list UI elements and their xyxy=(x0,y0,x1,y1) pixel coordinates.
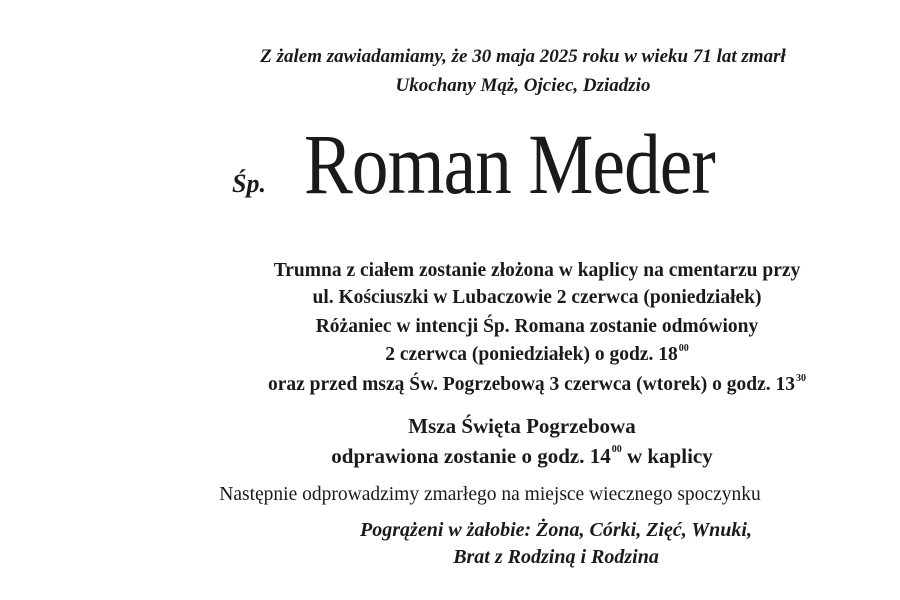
details-line-4 xyxy=(385,345,688,365)
mourners-line-1: Pogrążeni w żałobie: Żona, Córki, Zięć, Wnuki, xyxy=(360,519,752,541)
details-line-4-superscript: 00 xyxy=(678,343,689,354)
mass-time-line xyxy=(331,446,712,467)
details-line-5-superscript: 30 xyxy=(796,373,807,384)
mourners-line-2: Brat z Rodziną i Rodzina xyxy=(453,546,659,568)
closing-line: Następnie odprowadzimy zmarłego na miejsce wiecznego spoczynku xyxy=(219,484,761,505)
details-line-3: Różaniec w intencji Śp. Romana zostanie odmówiony xyxy=(315,316,759,337)
details-line-5 xyxy=(268,375,806,395)
details-line-4-text: 2 czerwca (poniedziałek) o godz. 18 xyxy=(385,344,678,365)
mass-time-superscript: 00 xyxy=(611,444,622,455)
announcement-line-2: Ukochany Mąż, Ojciec, Dziadzio xyxy=(395,75,651,96)
mass-time-text: odprawiona zostanie o godz. 14 xyxy=(331,444,611,468)
mass-location-text: w kaplicy xyxy=(621,444,713,468)
deceased-name: Roman Meder xyxy=(304,116,715,212)
details-line-5-text: oraz przed mszą Św. Pogrzebową 3 czerwca (wtorek) o godz. 13 xyxy=(267,374,796,395)
mass-title: Msza Święta Pogrzebowa xyxy=(408,414,636,438)
announcement-line-1: Z żalem zawiadamiamy, że 30 maja 2025 roku w wieku 71 lat zmarł xyxy=(260,46,786,67)
details-line-1: Trumna z ciałem zostanie złożona w kaplicy na cmentarzu przy xyxy=(273,260,801,281)
details-line-2: ul. Kościuszki w Lubaczowie 2 czerwca (poniedziałek) xyxy=(312,287,762,308)
deceased-prefix: Śp. xyxy=(232,169,266,198)
